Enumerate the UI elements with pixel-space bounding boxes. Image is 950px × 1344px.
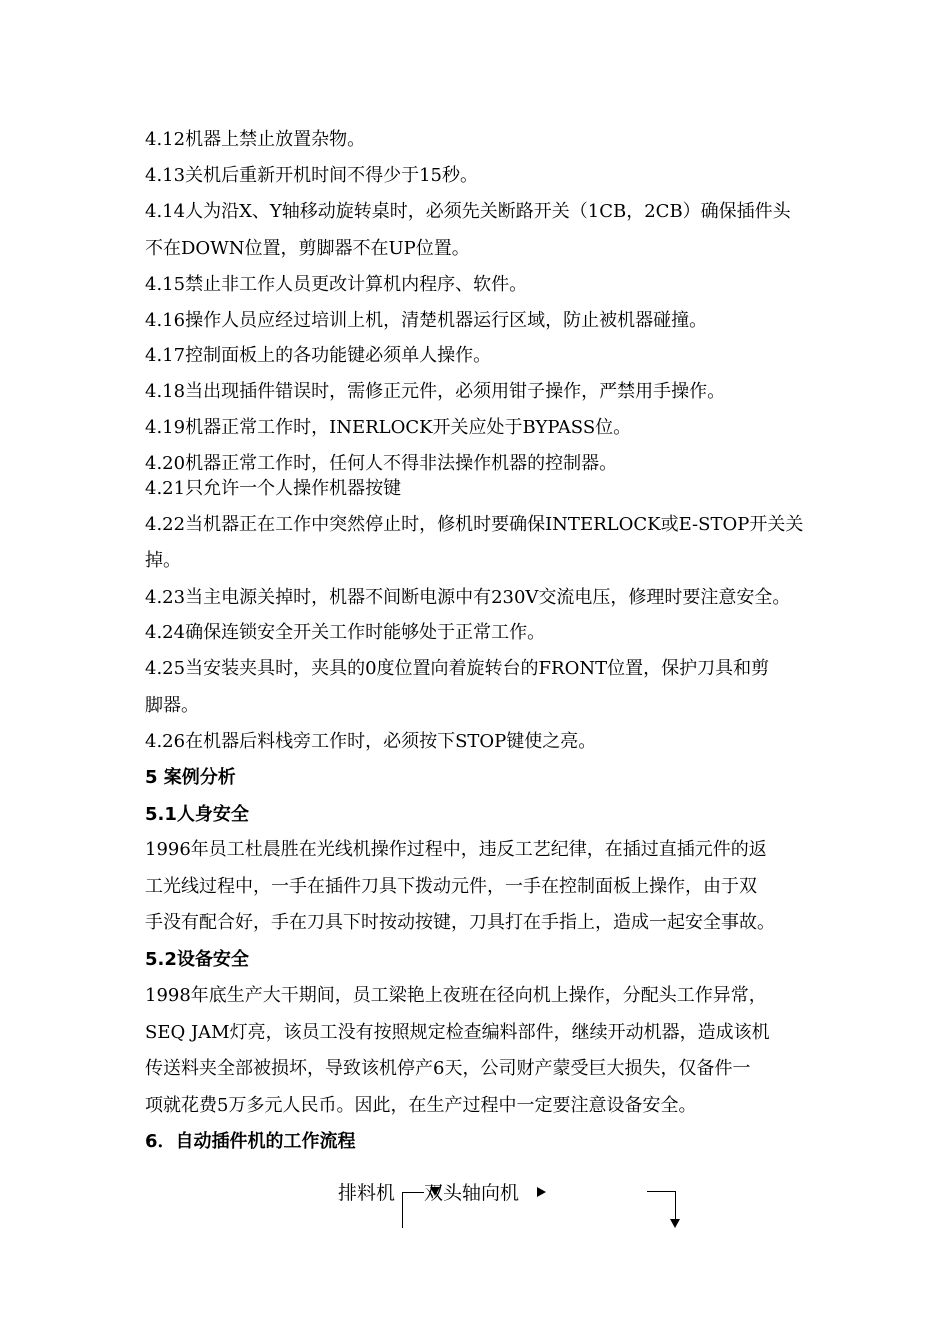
item-4-22-cont: 掉。 <box>145 550 181 571</box>
item-4-18: 4.18当出现插件错误时，需修正元件，必须用钳子操作，严禁用手操作。 <box>145 381 726 402</box>
item-4-26: 4.26在机器后料栈旁工作时，必须按下STOP键使之亮。 <box>145 731 597 752</box>
flow-connector-3 <box>675 1191 676 1219</box>
case-2-line-2: SEQ JAM灯亮，该员工没有按照规定检查编料部件，继续开动机器，造成该机 <box>145 1022 770 1043</box>
item-4-25-cont: 脚器。 <box>145 695 199 716</box>
flow-connector-1 <box>402 1192 424 1193</box>
item-4-19: 4.19机器正常工作时，INERLOCK开关应处于BYPASS位。 <box>145 417 632 438</box>
case-2-line-3: 传送料夹全部被损坏，导致该机停产6天，公司财产蒙受巨大损失，仅备件一 <box>145 1058 751 1079</box>
flow-node-feeder: 排料机 <box>338 1182 396 1204</box>
item-4-16: 4.16操作人员应经过培训上机，清楚机器运行区域，防止被机器碰撞。 <box>145 310 708 331</box>
case-2-line-1: 1998年底生产大干期间，员工梁艳上夜班在径向机上操作，分配头工作异常， <box>145 985 767 1006</box>
item-4-13: 4.13关机后重新开机时间不得少于15秒。 <box>145 165 478 186</box>
case-1-line-1: 1996年员工杜晨胜在光线机操作过程中，违反工艺纪律，在插过直插元件的返 <box>145 839 767 860</box>
item-4-12: 4.12机器上禁止放置杂物。 <box>145 129 366 150</box>
flow-connector-2 <box>647 1191 675 1192</box>
case-1-line-2: 工光线过程中，一手在插件刀具下拨动元件，一手在控制面板上操作，由于双 <box>145 876 757 897</box>
flow-arrow-down <box>670 1219 680 1228</box>
item-4-15: 4.15禁止非工作人员更改计算机内程序、软件。 <box>145 274 528 295</box>
item-4-23: 4.23当主电源关掉时，机器不间断电源中有230V交流电压，修理时要注意安全。 <box>145 587 791 608</box>
item-4-22: 4.22当机器正在工作中突然停止时，修机时要确保INTERLOCK或E-STOP开关关 <box>145 514 804 535</box>
section-5-1-title: 5.1人身安全 <box>145 804 249 825</box>
section-5-title: 5 案例分析 <box>145 767 236 788</box>
section-5-2-title: 5.2设备安全 <box>145 949 249 970</box>
item-4-14-cont: 不在DOWN位置，剪脚器不在UP位置。 <box>145 238 470 259</box>
item-4-17: 4.17控制面板上的各功能键必须单人操作。 <box>145 345 492 366</box>
case-1-line-3: 手没有配合好，手在刀具下时按动按键，刀具打在手指上，造成一起安全事故。 <box>145 912 775 933</box>
item-4-21: 4.21只允许一个人操作机器按键 <box>145 478 402 499</box>
item-4-24: 4.24确保连锁安全开关工作时能够处于正常工作。 <box>145 622 546 643</box>
flow-connector-down <box>402 1192 403 1228</box>
case-2-line-4: 项就花费5万多元人民币。因此，在生产过程中一定要注意设备安全。 <box>145 1095 697 1116</box>
flow-node-axial: 双头轴向机 <box>424 1182 520 1204</box>
section-6-title: 6．自动插件机的工作流程 <box>145 1131 356 1152</box>
item-4-20: 4.20机器正常工作时，任何人不得非法操作机器的控制器。 <box>145 453 618 474</box>
item-4-25: 4.25当安装夹具时，夹具的0度位置向着旋转台的FRONT位置，保护刀具和剪 <box>145 658 770 679</box>
flow-arrow-right <box>537 1187 546 1197</box>
item-4-14: 4.14人为沿X、Y轴移动旋转桌时，必须先关断路开关（1CB，2CB）确保插件头 <box>145 201 791 222</box>
